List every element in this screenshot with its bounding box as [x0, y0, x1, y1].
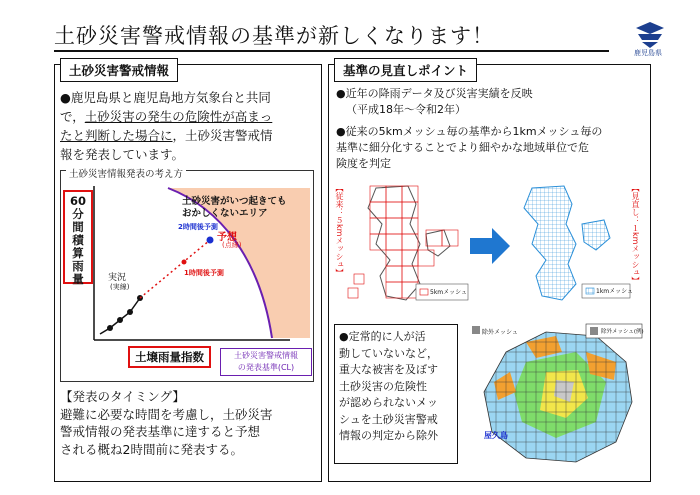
- point-2-line-2: 基準に細分化することでより細やかな地域単位で危: [336, 141, 589, 154]
- point-2-line-1: ●従来の5kmメッシュ毎の基準から1kmメッシュ毎の: [336, 125, 603, 138]
- new-mesh-label: 【見直し：１kmメッシュ】: [631, 184, 640, 285]
- y-axis-label: [63, 190, 93, 284]
- arrow-right-icon: [468, 226, 512, 266]
- old-mesh-label: 【従来：５kmメッシュ】: [335, 184, 344, 277]
- y-axis-char: 分: [72, 207, 84, 221]
- point-3-line: が認められないメッ: [339, 396, 438, 409]
- cl-line-1: 土砂災害警戒情報: [234, 351, 298, 360]
- danger-area-label: [182, 196, 287, 220]
- y-axis-char: 雨: [72, 259, 84, 273]
- pred1-label: 1時間後予測: [184, 269, 224, 277]
- intro-line-2a: で，: [60, 109, 85, 124]
- point-3-line: シュを土砂災害警戒: [339, 412, 438, 426]
- intro-line-4: 報を発表しています。: [60, 147, 185, 162]
- intro-line-2: [60, 107, 322, 126]
- pred2-label: 2時間後予測: [178, 223, 218, 231]
- diagram-title: 土砂災害情報発表の考え方: [66, 166, 186, 180]
- point-3-line: ●定常的に人が活: [339, 330, 426, 343]
- point-2: [336, 124, 648, 172]
- timing-line-2: 警戒情報の発表基準に達すると予想: [60, 424, 261, 439]
- excluded-mesh-legend: 除外メッシュ: [482, 329, 518, 336]
- yakushima-mesh-map: [466, 322, 646, 474]
- point-1: [336, 86, 648, 118]
- point-2-line-3: 険度を判定: [336, 157, 391, 170]
- point-3-line: 動していないなど，: [339, 346, 438, 360]
- intro-line-2b: 土砂災害の発生の危険性が高まっ: [84, 109, 273, 124]
- page-title: 土砂災害警戒情報の基準が新しくなります！: [54, 24, 494, 48]
- title-underline: [54, 50, 609, 52]
- intro-line-3: [60, 126, 322, 145]
- new-mesh-legend: 1kmメッシュ: [596, 288, 634, 295]
- y-axis-char: 量: [72, 272, 84, 286]
- point-3: [334, 324, 458, 464]
- point-3-line: 重大な被害を及ぼす: [339, 363, 438, 376]
- timing-heading: 【発表のタイミング】: [60, 389, 185, 404]
- point-3-line: 情報の判定から除外: [339, 429, 438, 442]
- cl-label: [220, 348, 312, 376]
- right-panel-heading: 基準の見直しポイント: [334, 58, 477, 82]
- y-axis-char: 間: [72, 220, 84, 234]
- island-label: 屋久島: [484, 431, 508, 440]
- actual-label: 実況: [108, 273, 127, 283]
- old-mesh-legend: 5kmメッシュ: [430, 289, 468, 296]
- danger-line-2: おかしくないエリア: [182, 208, 268, 219]
- logo-caption: 鹿児島県: [634, 49, 662, 57]
- forecast-label: 予想: [217, 232, 237, 243]
- y-axis-char: 算: [72, 246, 84, 260]
- intro-line-3b: ，土砂災害警戒情: [172, 128, 273, 143]
- cl-line-2: の発表基準(CL): [237, 363, 295, 372]
- intro-line-3a: たと判断した場合に: [60, 128, 173, 143]
- left-panel-heading: 土砂災害警戒情報: [60, 58, 178, 82]
- left-intro: [60, 88, 322, 164]
- y-axis-char: 60: [69, 194, 86, 208]
- danger-line-1: 土砂災害がいつ起きても: [182, 196, 287, 207]
- excluded-mesh-example-legend: 除外メッシュ(例): [601, 329, 644, 335]
- timing-line-3: される概ね2時間前に発表する。: [60, 441, 243, 457]
- x-axis-label: 土壌雨量指数: [128, 346, 211, 368]
- point-1-line-2: （平成18年～令和2年）: [346, 103, 466, 116]
- timing-line-1: 避難に必要な時間を考慮し，土砂災害: [60, 406, 273, 422]
- point-1-line-1: ●近年の降雨データ及び災害実績を反映: [336, 87, 533, 100]
- forecast-sub-label: (点線): [222, 241, 242, 249]
- timing-section: [60, 388, 322, 458]
- y-axis-char: 積: [72, 233, 84, 247]
- actual-line: [100, 298, 140, 334]
- point-3-line: 土砂災害の危険性: [339, 379, 427, 393]
- intro-line-1: ●鹿児島県と鹿児島地方気象台と共同: [60, 90, 271, 105]
- actual-sub-label: (実線): [110, 283, 130, 291]
